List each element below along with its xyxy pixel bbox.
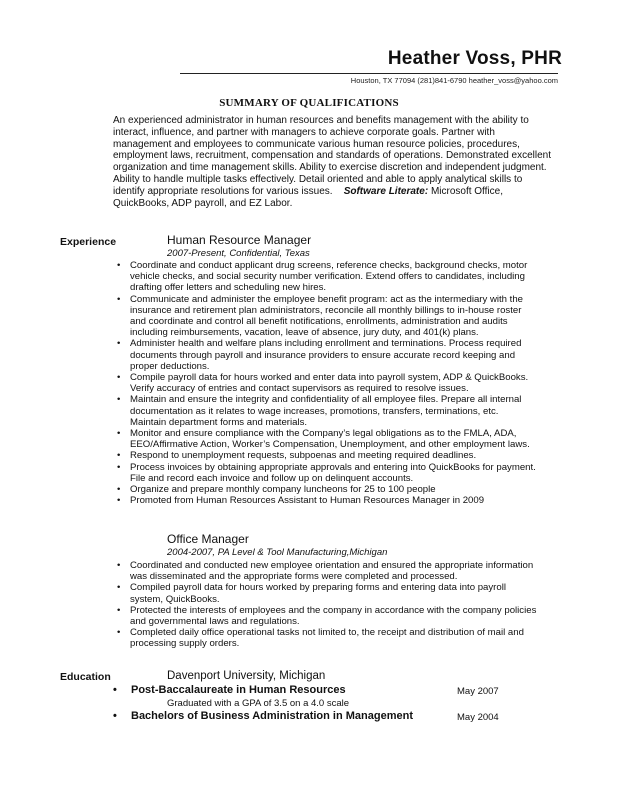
job-bullet-item xyxy=(113,394,563,428)
job-bullet-item xyxy=(113,338,563,372)
summary-line: management and employees to communicate various human resource policies, procedures, xyxy=(113,138,520,150)
summary-line xyxy=(113,186,558,198)
bullet-line: vehicle checks, and social security number verification. Extend offers to candidates, including xyxy=(130,271,525,283)
summary-line: organization and time management skills. Ability to exercise discretion and independent judgment. xyxy=(113,162,547,174)
bullet-line: • Monitor and ensure compliance with the Company’s legal obligations as to the FMLA, ADA, xyxy=(130,428,517,440)
summary-line: Ability to handle multiple tasks effectively. Detail oriented and able to apply analytical skills to xyxy=(113,173,523,185)
bullet-line: EEO/Affirmative Action, Worker’s Compensation, Unemployment, and other employment laws. xyxy=(130,439,530,451)
bullet-line: documentation as it relates to wage increases, promotions, transfers, terminations, etc. xyxy=(130,405,499,417)
bullet-line: proper deductions. xyxy=(130,360,210,372)
degree-title xyxy=(113,684,346,696)
degree-title-text: Bachelors of Business Administration in Management xyxy=(131,710,413,722)
job-title: Human Resource Manager xyxy=(167,233,312,247)
experience-label: Experience xyxy=(60,236,117,248)
bullet-line: was disseminated and the appropriate forms were completed and processed. xyxy=(130,571,458,583)
bullet-line: and governmental laws and regulations. xyxy=(130,616,300,628)
software-list-start: Microsoft Office, xyxy=(430,185,503,197)
job-bullet-item xyxy=(113,372,563,394)
contact-line: Houston, TX 77094 (281)841-6790 heather_voss@yahoo.com xyxy=(350,76,558,85)
bullet-line: Maintain department forms and materials. xyxy=(130,416,308,428)
degree-note: Graduated with a GPA of 3.5 on a 4.0 scale xyxy=(167,698,350,709)
summary-heading: SUMMARY OF QUALIFICATIONS xyxy=(219,97,399,109)
summary-line-text: identify appropriate resolutions for various issues. xyxy=(113,185,333,197)
job-bullet-item xyxy=(113,605,563,627)
bullet-line: • Protected the interests of employees and the company in accordance with the company policies xyxy=(130,604,537,616)
bullet-line: system, QuickBooks. xyxy=(130,593,220,605)
summary-line: interact, influence, and partner with managers to achieve corporate goals. Partner with xyxy=(113,126,495,138)
software-literate-label: Software Literate: xyxy=(343,185,429,197)
job-bullet-item xyxy=(113,484,563,495)
bullet-line: drafting offer letters and scheduling new hires. xyxy=(130,282,327,294)
summary-line: An experienced administrator in human resources and benefits management with the ability to xyxy=(113,115,529,126)
degree-date: May 2007 xyxy=(457,686,499,697)
job-bullet-list xyxy=(113,260,563,506)
bullet-line: • Coordinated and conducted new employee orientation and ensured the appropriate information xyxy=(130,560,534,571)
degree-title xyxy=(113,710,413,722)
bullet-line: • Coordinate and conduct applicant drug screens, reference checks, background checks, motor xyxy=(130,260,528,271)
job-bullet-item xyxy=(113,462,563,484)
bullet-line: • Maintain and ensure the integrity and confidentiality of all employee files. Prepare all internal xyxy=(130,394,522,406)
bullet-line: • Communicate and administer the employee benefit program: act as the intermediary with the xyxy=(130,293,524,305)
bullet-line: documents through payroll and insurance providers to ensure accurate record keeping and xyxy=(130,349,516,361)
bullet-line: • Administer health and welfare plans including enrollment and terminations. Process required xyxy=(130,338,522,350)
summary-paragraph xyxy=(113,115,558,209)
job-bullet-item xyxy=(113,294,563,339)
job-bullet-item xyxy=(113,450,563,461)
education-label: Education xyxy=(60,671,111,683)
job-bullet-item xyxy=(113,627,563,649)
degree-date: May 2004 xyxy=(457,712,499,723)
job-bullet-item xyxy=(113,495,563,506)
job-title: Office Manager xyxy=(167,532,249,546)
bullet-line: File and record each invoice and follow up on delinquent accounts. xyxy=(130,472,414,484)
bullet-line: • Process invoices by obtaining appropriate approvals and entering into QuickBooks for payment. xyxy=(130,461,536,473)
job-subtitle: 2004-2007, PA Level & Tool Manufacturing,Michigan xyxy=(167,547,388,558)
school-name: Davenport University, Michigan xyxy=(167,670,326,682)
summary-line: employment laws, recruitment, compensation and standards of operations. Demonstrated excellent xyxy=(113,150,552,162)
bullet-line: insurance and retirement plan administrators, reconcile all monthly billings to in-house roster xyxy=(130,304,522,316)
job-bullet-item xyxy=(113,260,563,294)
job-subtitle: 2007-Present, Confidential, Texas xyxy=(167,248,310,259)
summary-line: QuickBooks, ADP payroll, and EZ Labor. xyxy=(113,197,293,209)
bullet-line: • Compiled payroll data for hours worked by preparing forms and entering data into payroll xyxy=(130,582,506,594)
job-bullet-item xyxy=(113,428,563,450)
bullet-line: • Organize and prepare monthly company luncheons for 25 to 100 people xyxy=(130,484,436,496)
job-bullet-item xyxy=(113,560,563,582)
bullet-line: • Respond to unemployment requests, subpoenas and meeting required deadlines. xyxy=(130,450,477,462)
bullet-line: Verify accuracy of entries and contact supervisors as required to resolve issues. xyxy=(130,383,469,395)
job-bullet-item xyxy=(113,582,563,604)
bullet-line: and coordinate and control all benefit notifications, enrollments, administration and audits xyxy=(130,316,508,328)
bullet-line: • Promoted from Human Resources Assistant to Human Resources Manager in 2009 xyxy=(130,495,485,507)
bullet-line: • Completed daily office operational tasks not limited to, the receipt and distribution of mail and xyxy=(130,627,524,639)
candidate-name: Heather Voss, PHR xyxy=(387,48,562,69)
degree-bullet: • xyxy=(113,710,117,722)
job-bullet-list xyxy=(113,560,563,650)
degree-bullet: • xyxy=(113,684,117,696)
bullet-line: including reimbursements, vacation, leave of absence, jury duty, and 401(k) plans. xyxy=(130,327,479,339)
degree-title-text: Post-Baccalaureate in Human Resources xyxy=(131,684,346,696)
bullet-line: processing supply orders. xyxy=(130,638,240,650)
bullet-line: • Compile payroll data for hours worked and enter data into payroll system, ADP & QuickBooks. xyxy=(130,372,529,384)
header-divider xyxy=(180,73,558,74)
